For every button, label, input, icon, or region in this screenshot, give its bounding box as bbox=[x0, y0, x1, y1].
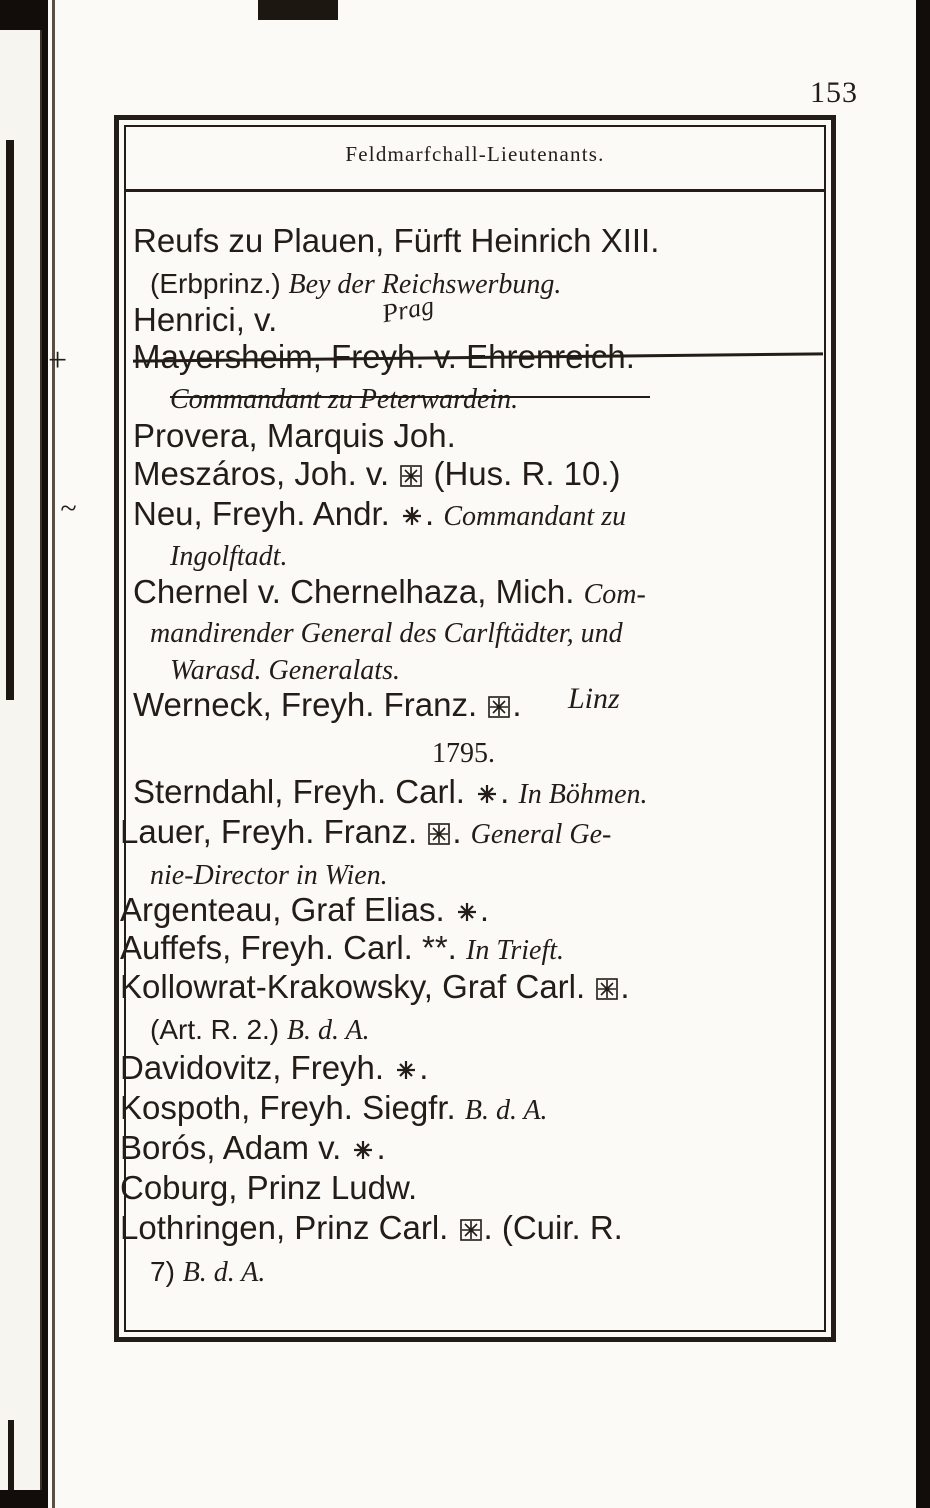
handwritten-note: Prag bbox=[379, 290, 437, 329]
entry-line: Auffefs, Freyh. Carl. **. In Trieft. bbox=[120, 929, 565, 966]
entry-line: Meszáros, Joh. v. (Hus. R. 10.) bbox=[133, 455, 621, 492]
entry-line: Sterndahl, Freyh. Carl. . In Böhmen. bbox=[133, 773, 648, 810]
order-cross-icon bbox=[596, 978, 618, 1000]
entry-line: Coburg, Prinz Ludw. bbox=[120, 1169, 418, 1206]
entry-line: Commandant zu Peterwardein. bbox=[170, 384, 519, 415]
entry-line: Chernel v. Chernelhaza, Mich. Com- bbox=[133, 573, 646, 610]
scan-right-edge bbox=[916, 0, 930, 1508]
entry-line: Kospoth, Freyh. Siegfr. B. d. A. bbox=[120, 1089, 548, 1126]
order-star-icon bbox=[401, 505, 423, 527]
page-number: 153 bbox=[810, 76, 858, 109]
entry-line: Reufs zu Plauen, Fürft Heinrich XIII. bbox=[133, 222, 660, 259]
year-heading: 1795. bbox=[432, 738, 495, 769]
strikethrough bbox=[170, 396, 650, 398]
margin-cross-icon: + bbox=[48, 342, 68, 379]
entry-line: nie-Director in Wien. bbox=[150, 860, 388, 891]
order-cross-icon bbox=[460, 1219, 482, 1241]
facing-page-rule bbox=[6, 140, 14, 700]
entry-line: (Erbprinz.) Bey der Reichswerbung. bbox=[150, 268, 562, 300]
entry-line: Lothringen, Prinz Carl. . (Cuir. R. bbox=[120, 1209, 623, 1246]
section-header: Feldmarfchall-Lieutenants. bbox=[345, 142, 605, 166]
facing-page-rule bbox=[8, 1420, 14, 1490]
entry-line: Mayersheim, Freyh. v. Ehrenreich. bbox=[133, 338, 635, 375]
page-gutter bbox=[52, 0, 55, 1508]
header-rule bbox=[124, 189, 826, 192]
entry-line: Davidovitz, Freyh. . bbox=[120, 1049, 429, 1086]
entry-line: 7) B. d. A. bbox=[150, 1256, 266, 1288]
entry-line: Werneck, Freyh. Franz. . bbox=[133, 686, 522, 723]
margin-scribble-icon: ~ bbox=[60, 492, 77, 525]
entry-line: Kollowrat-Krakowsky, Graf Carl. . bbox=[120, 968, 630, 1005]
entry-line: Neu, Freyh. Andr. . Commandant zu bbox=[133, 495, 627, 532]
scan-top-mark bbox=[258, 0, 338, 20]
order-star-icon bbox=[476, 783, 498, 805]
order-cross-icon bbox=[488, 696, 510, 718]
entry-line: mandirender General des Carlftädter, und bbox=[150, 618, 623, 649]
order-star-icon bbox=[352, 1139, 374, 1161]
order-cross-icon bbox=[400, 465, 422, 487]
entry-line: Argenteau, Graf Elias. . bbox=[120, 891, 490, 928]
entry-line: Henrici, v. bbox=[133, 301, 278, 338]
entry-line: (Art. R. 2.) B. d. A. bbox=[150, 1014, 370, 1046]
entry-line: Lauer, Freyh. Franz. . General Ge- bbox=[120, 813, 612, 850]
handwritten-note: Linz bbox=[568, 682, 620, 715]
entry-line: Warasd. Generalats. bbox=[170, 655, 400, 686]
order-star-icon bbox=[395, 1059, 417, 1081]
entry-line: Borós, Adam v. . bbox=[120, 1129, 386, 1166]
order-star-icon bbox=[456, 901, 478, 923]
order-cross-icon bbox=[428, 823, 450, 845]
entry-line: Ingolftadt. bbox=[170, 541, 288, 572]
entry-line: Provera, Marquis Joh. bbox=[133, 417, 456, 454]
